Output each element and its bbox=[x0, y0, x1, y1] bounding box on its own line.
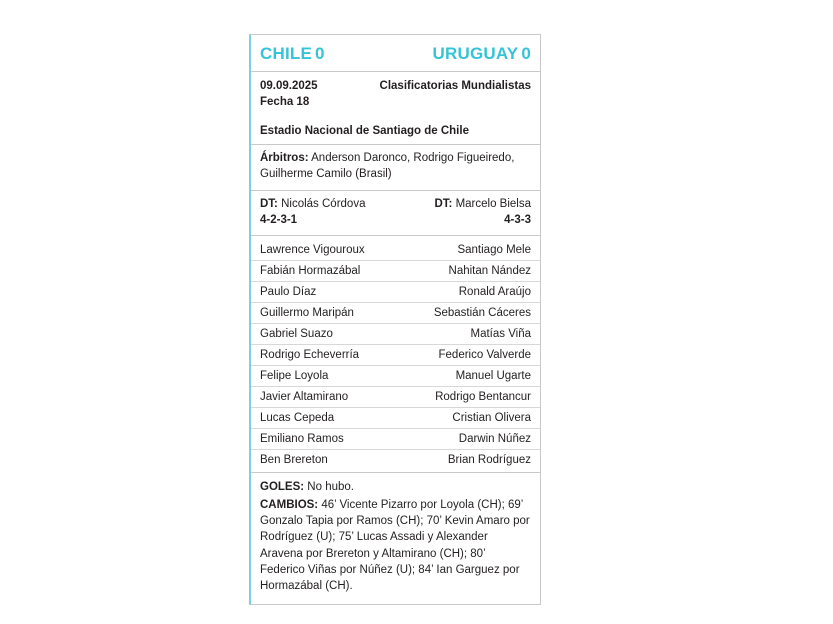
away-player: Matías Viña bbox=[470, 328, 531, 341]
goals-label: GOLES: bbox=[260, 481, 305, 494]
match-matchday: Fecha 18 bbox=[260, 95, 310, 108]
table-row bbox=[251, 366, 540, 387]
table-row bbox=[251, 450, 540, 470]
home-player: Paulo Díaz bbox=[260, 286, 317, 299]
subs-label: CAMBIOS: bbox=[260, 498, 319, 511]
goals-text: No hubo. bbox=[307, 481, 354, 494]
table-row bbox=[251, 240, 540, 261]
away-team-goals: 0 bbox=[521, 44, 531, 63]
match-meta bbox=[251, 72, 540, 118]
table-row bbox=[251, 387, 540, 408]
table-row bbox=[251, 408, 540, 429]
home-team-name: CHILE bbox=[260, 44, 312, 63]
home-coach-label: DT: bbox=[260, 197, 278, 210]
away-coach-name: Marcelo Bielsa bbox=[455, 197, 531, 210]
match-stadium: Estadio Nacional de Santiago de Chile bbox=[251, 118, 540, 145]
table-row bbox=[251, 324, 540, 345]
away-player: Sebastián Cáceres bbox=[433, 307, 531, 320]
away-team-name: URUGUAY bbox=[432, 44, 519, 63]
match-competition: Clasificatorias Mundialistas bbox=[379, 80, 531, 92]
home-player: Javier Altamirano bbox=[260, 391, 349, 404]
table-row bbox=[251, 345, 540, 366]
coaches-row bbox=[251, 191, 540, 237]
away-player: Ronald Araújo bbox=[458, 286, 531, 299]
home-player: Rodrigo Echeverría bbox=[260, 349, 360, 362]
table-row bbox=[251, 261, 540, 282]
subs-text: 46’ Vicente Pizarro por Loyola (CH); 69’ Gonzalo Tapia por Ramos (CH); 70’ Kevin Amaro por Rodríguez (U); 75’ Lucas Assadi y Alexander Aravena por Brereton y Altamirano (CH); 80’ Federico Viñas por Núñez (U); 84’ Ian Garguez por Hormazábal (CH). bbox=[260, 498, 530, 593]
away-coach-label: DT: bbox=[434, 197, 453, 210]
match-date-block bbox=[260, 79, 318, 110]
match-summary-card bbox=[249, 34, 541, 605]
away-coach-block bbox=[398, 197, 531, 229]
away-player: Nahitan Nández bbox=[448, 265, 531, 278]
card-body bbox=[249, 34, 541, 605]
match-referees bbox=[251, 145, 540, 191]
away-player: Cristian Olivera bbox=[452, 412, 531, 425]
table-row bbox=[251, 429, 540, 450]
home-coach-block bbox=[260, 197, 393, 229]
away-player: Brian Rodríguez bbox=[447, 454, 531, 467]
home-player: Lucas Cepeda bbox=[260, 412, 335, 425]
match-notes bbox=[251, 472, 540, 603]
away-player: Rodrigo Bentancur bbox=[435, 391, 531, 404]
home-coach-name: Nicolás Córdova bbox=[281, 197, 366, 210]
away-player: Federico Valverde bbox=[438, 349, 531, 362]
away-player: Darwin Núñez bbox=[458, 433, 531, 446]
table-row bbox=[251, 282, 540, 303]
scoreline bbox=[251, 35, 540, 72]
goals-note bbox=[260, 479, 531, 495]
lineups-list bbox=[251, 236, 540, 472]
home-team-goals: 0 bbox=[315, 44, 325, 63]
home-player: Gabriel Suazo bbox=[260, 328, 333, 341]
home-player: Felipe Loyola bbox=[260, 370, 329, 383]
home-player: Fabián Hormazábal bbox=[260, 265, 361, 278]
match-date: 09.09.2025 bbox=[260, 80, 318, 92]
home-team-score bbox=[260, 44, 325, 64]
away-team-score bbox=[433, 44, 531, 64]
home-player: Guillermo Maripán bbox=[260, 307, 354, 320]
home-formation: 4-2-3-1 bbox=[260, 213, 298, 226]
referees-value: Anderson Daronco, Rodrigo Figueiredo, Guilherme Camilo (Brasil) bbox=[260, 152, 515, 180]
subs-note bbox=[260, 497, 531, 595]
referees-label: Árbitros: bbox=[260, 152, 309, 165]
home-player: Lawrence Vigouroux bbox=[260, 244, 365, 257]
away-player: Manuel Ugarte bbox=[455, 370, 531, 383]
away-formation: 4-3-3 bbox=[504, 213, 531, 226]
home-player: Emiliano Ramos bbox=[260, 433, 344, 446]
table-row bbox=[251, 303, 540, 324]
home-player: Ben Brereton bbox=[260, 454, 328, 467]
away-player: Santiago Mele bbox=[457, 244, 531, 257]
